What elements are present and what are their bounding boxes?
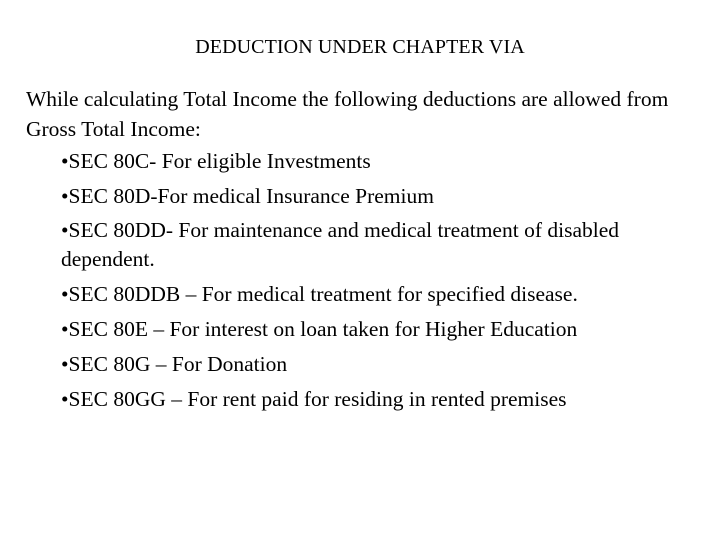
deduction-list xyxy=(61,146,701,419)
list-item-sec-80g: •SEC 80G – For Donation xyxy=(61,352,288,376)
slide-title: DEDUCTION UNDER CHAPTER VIA xyxy=(195,36,525,58)
list-item-sec-80e: •SEC 80E – For interest on loan taken for Higher Education xyxy=(61,317,578,341)
list-item-sec-80dd: •SEC 80DD- For maintenance and medical treatment of disabled dependent. xyxy=(61,218,620,271)
list-item-sec-80gg: •SEC 80GG – For rent paid for residing in rented premises xyxy=(61,387,567,411)
list-item-sec-80d: •SEC 80D-For medical Insurance Premium xyxy=(61,184,434,208)
list-item-sec-80c: •SEC 80C- For eligible Investments xyxy=(61,149,371,173)
list-item-sec-80ddb: •SEC 80DDB – For medical treatment for specified disease. xyxy=(61,282,578,306)
intro-paragraph: While calculating Total Income the following deductions are allowed from Gross Total Income: xyxy=(26,87,669,141)
